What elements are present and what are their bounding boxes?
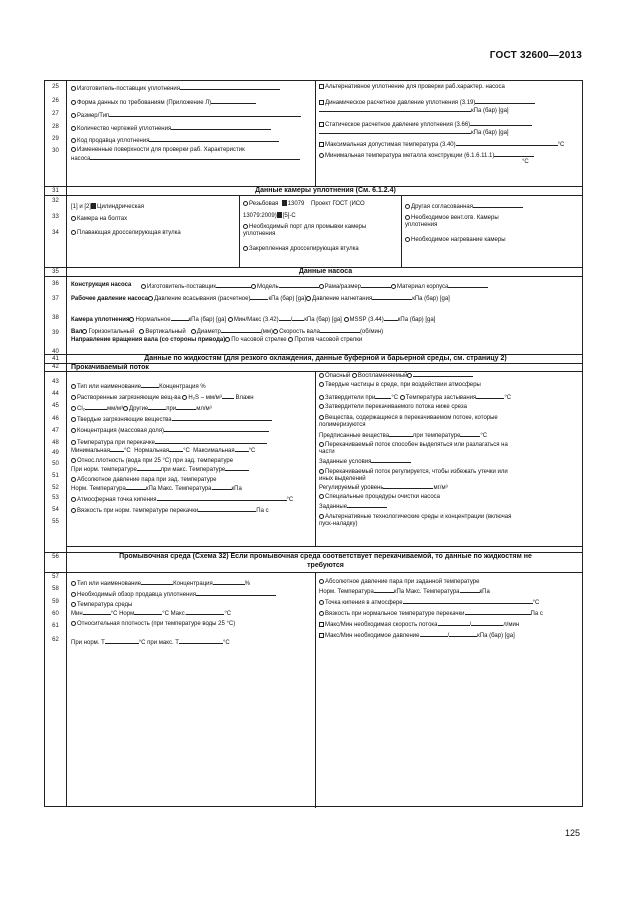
rel-density-temps[interactable]: При норм. температуре при макс. Температуре <box>71 465 249 474</box>
regulated-field[interactable]: Перекачиваемый поток регулируется, чтобы избежать утечки или <box>319 469 508 476</box>
floating-bushing-option[interactable]: Плавающая дросселирующая втулка <box>71 230 181 237</box>
vapor-pressure-field[interactable]: Абсолютное давление пара при зад. температуре <box>71 477 216 484</box>
row-number: 42 <box>52 364 59 370</box>
radio-icon <box>319 494 324 499</box>
atm-boiling-field[interactable]: Атмосферная точка кипения °С <box>71 495 293 504</box>
heating-option[interactable]: Необходимое нагревание камеры <box>405 237 506 244</box>
divider <box>315 81 316 186</box>
radio-icon <box>182 395 187 400</box>
radio-icon <box>71 100 76 105</box>
flush-flow-speed-field[interactable]: Макс/Мин необходимая скорость потока / л/мин <box>319 620 519 629</box>
radio-icon <box>405 215 410 220</box>
vent-option[interactable]: Необходимое вент.отв. Камеры <box>405 215 499 222</box>
shaft-row[interactable]: Вал Горизонтальный Вертикальный Диаметр (мм) Скорость вала (об/мин) <box>71 329 384 335</box>
solid-contaminants-field[interactable]: Твердые загрязняющие вещества <box>71 415 272 424</box>
radio-icon <box>71 395 76 400</box>
row-number: 38 <box>52 315 59 321</box>
divider <box>401 195 402 267</box>
row-number: 51 <box>52 473 59 479</box>
project-ref: 13079:2009) [5]-С <box>243 213 296 219</box>
row-number: 61 <box>52 623 59 629</box>
radio-icon <box>400 395 405 400</box>
checkbox-icon <box>319 622 324 627</box>
min-temp-field[interactable]: Минимальная температура металла конструкции (6.1.6.11.1) <box>319 151 534 160</box>
row-number: 26 <box>52 98 59 104</box>
radio-icon <box>71 113 76 118</box>
checkbox-icon <box>319 633 324 638</box>
flush-rel-density-field[interactable]: Относительная плотность (при температуре воды 25 °С) <box>71 621 235 628</box>
flush-port-option[interactable]: Необходимый порт для промывки камеры <box>243 224 366 231</box>
radio-icon <box>243 201 248 206</box>
flush-supplier-field[interactable]: Необходимый обзор продавца уплотнения <box>71 590 276 599</box>
radio-icon <box>251 284 256 289</box>
row-number: 54 <box>52 507 59 513</box>
divider <box>315 371 316 546</box>
row-number: 33 <box>52 214 59 220</box>
max-temp-field[interactable]: Максимальная допустимая температура (3.40) °С <box>319 140 564 149</box>
rel-density-field[interactable]: Относ.плотность (вода при 25 °С) при зад. температуре <box>71 458 233 465</box>
flush-density-temps[interactable]: При норм. Т °С при макс. Т °С <box>71 640 230 646</box>
checkbox-checked-icon <box>91 203 96 209</box>
regulated-label: иных выделений <box>319 476 366 482</box>
radio-icon <box>71 458 76 463</box>
datasheet-field[interactable]: Форма данных по требованиям (Приложение Л) <box>71 98 256 107</box>
flush-vapor-pressure-field[interactable]: Абсолютное давление пара при заданной температуре <box>319 579 479 586</box>
flush-name-field[interactable]: Тип или наименование Концентрация % <box>71 579 250 588</box>
row-number: 32 <box>52 198 59 204</box>
radio-icon <box>148 296 153 301</box>
polymerizing-label: полимеризуются <box>319 422 366 428</box>
radio-icon <box>344 317 349 322</box>
radio-icon <box>225 337 230 342</box>
radio-icon <box>71 508 76 513</box>
row-number: 30 <box>52 148 59 154</box>
row-number: 41 <box>52 356 59 362</box>
row-number: 47 <box>52 428 59 434</box>
radio-icon <box>139 329 144 334</box>
radio-icon <box>352 373 357 378</box>
row-number: 43 <box>52 379 59 385</box>
radio-icon <box>319 395 324 400</box>
pump-construction-row[interactable]: Конструкция насоса <box>71 282 132 288</box>
checkbox-checked-icon <box>277 212 282 218</box>
decomposes-field[interactable]: Перекачиваемый поток способен выделяться или разлагаться на <box>319 442 508 449</box>
drawings-field[interactable]: Количество чертежей уплотнения <box>71 124 271 133</box>
seal-chamber-row[interactable]: Камера уплотнения Нормальное кПа (бар) [ga] Мин/Макс (3.42) / кПа (бар) [ga] MSSP (3.44) кПа (бар) [ga] <box>71 317 436 323</box>
pump-construction-fields[interactable]: Изготовитель-поставщик Модель Рама/размер Материал корпуса <box>141 282 488 291</box>
regulated-level-field[interactable]: Регулируемый уровень мг/м³ <box>319 485 448 491</box>
flush-pressure-field[interactable]: Макс/Мин необходимое давление / кПа (бар) [ga] <box>319 631 515 640</box>
radio-icon <box>243 246 248 251</box>
viscosity-field[interactable]: Вязкость при норм. температуре перекачки Па с <box>71 506 269 515</box>
vent-label: уплотнения <box>405 222 438 228</box>
hazard-flammable-row[interactable]: Опасный Воспламеняемый <box>319 371 473 380</box>
radio-icon <box>71 497 76 502</box>
radio-icon <box>71 581 76 586</box>
process-flow-title: Прокачиваемый поток <box>71 364 149 371</box>
row-number: 53 <box>52 495 59 501</box>
checkbox-icon <box>319 100 324 105</box>
row-number: 57 <box>52 574 59 580</box>
conditions-field[interactable]: Заданные условия <box>319 457 411 466</box>
radio-icon <box>141 284 146 289</box>
radio-icon <box>405 237 410 242</box>
checkbox-icon <box>319 84 324 89</box>
flush-min-norm-max[interactable]: Мин °С Норм °С Макс. °С <box>71 611 232 617</box>
checkbox-icon <box>319 142 324 147</box>
radio-icon <box>71 440 76 445</box>
static-pressure-unit: кПа (бар) [ga] <box>319 128 509 137</box>
row-number: 25 <box>52 84 59 90</box>
page-number: 125 <box>564 828 580 838</box>
prescribed-substances-row[interactable]: Предписанные вещества при температуре °С <box>319 433 488 439</box>
seal-datasheet-form <box>44 80 583 807</box>
divider <box>67 546 582 547</box>
row-number: 62 <box>52 637 59 643</box>
radio-icon <box>82 329 87 334</box>
polymerizing-field[interactable]: Вещества, содержащиеся в перекачиваемом потоке, которые <box>319 415 498 422</box>
dissolved-field[interactable]: Растворенные загрязняющие вещ-ва H₂S – мм/м³ Влажн <box>71 393 254 402</box>
row-number: 44 <box>52 391 59 397</box>
radio-icon <box>71 406 76 411</box>
solids-atm-field[interactable]: Твердые частицы в среде, при воздействии атмосферы <box>319 382 481 389</box>
threaded-option[interactable]: Резьбовая 13079 Проект ГОСТ (ИСО <box>243 200 365 208</box>
changed-surfaces-field[interactable]: Измененные поверхности для проверки раб. Характеристик <box>71 147 245 154</box>
radio-icon <box>71 230 76 235</box>
min-nom-max-row[interactable]: Минимальная °С Нормальная °С Максимальная °С <box>71 448 256 454</box>
pump-pressure-row[interactable]: Рабочее давление насоса Давление всасывания (расчетное) кПа (бар) [ga] Давление нагнетания кПа (бар) [ga] <box>71 296 450 302</box>
row-number: 46 <box>52 416 59 422</box>
radio-icon <box>71 417 76 422</box>
row-number: 34 <box>52 230 59 236</box>
radio-icon <box>71 138 76 143</box>
alt-tech-label: пуск-наладку) <box>319 521 358 527</box>
radio-icon <box>71 477 76 482</box>
pump-section-title: Данные насоса <box>298 268 353 275</box>
row-number: 27 <box>52 111 59 117</box>
radio-icon <box>71 384 76 389</box>
rotation-row[interactable]: Направление вращения вала (со стороны привода) По часовой стрелке Против часовой стрелки <box>71 337 363 343</box>
radio-icon <box>319 284 324 289</box>
dyn-pressure-unit: кПа (бар) [ga] <box>319 106 509 115</box>
radio-icon <box>71 126 76 131</box>
flush-boiling-field[interactable]: Точка кипения в атмосфере °С <box>319 598 539 607</box>
row-number: 56 <box>52 554 59 560</box>
radio-icon <box>391 284 396 289</box>
radio-icon <box>123 406 128 411</box>
divider <box>239 195 240 267</box>
radio-icon <box>191 329 196 334</box>
radio-icon <box>71 428 76 433</box>
radio-icon <box>71 86 76 91</box>
row-number: 29 <box>52 136 59 142</box>
min-temp-unit: °С <box>522 159 529 165</box>
row-number: 52 <box>52 485 59 491</box>
liquid-section-title: Данные по жидкостям (для резкого охлаждения, данные буферной и барьерной среды, см. страницу 2) <box>144 355 507 362</box>
radio-icon <box>319 373 324 378</box>
radio-icon <box>319 153 324 158</box>
flush-port-label: уплотнения <box>243 231 276 237</box>
mass-concentration-field[interactable]: Концентрация (массовая доля) <box>71 426 269 435</box>
radio-icon <box>243 224 248 229</box>
divider <box>45 195 582 196</box>
checkbox-checked-icon <box>282 200 287 206</box>
row-number: 36 <box>52 281 59 287</box>
divider <box>315 572 316 808</box>
alt-tech-field[interactable]: Альтернативные технологические среды и концентрации (включая <box>319 514 511 521</box>
static-pressure-field[interactable]: Статическое расчетное давление уплотнения (3.66) <box>319 120 532 129</box>
flush-viscosity-field[interactable]: Вязкость при нормальное температуре перекачки Па с <box>319 609 543 618</box>
row-number: 28 <box>52 124 59 130</box>
radio-icon <box>71 621 76 626</box>
radio-icon <box>319 600 324 605</box>
flush-section-title: Промывочная среда (Схема 32) Если промывочная среда соответствует перекачиваемой, то данные по жидкостям не <box>119 553 532 560</box>
row-number: 39 <box>52 330 59 336</box>
radio-icon <box>288 337 293 342</box>
dyn-pressure-field[interactable]: Динамическое расчетное давление уплотнения (3.19) <box>319 98 535 107</box>
liquid-name-field[interactable]: Тип или наименование Концентрация % <box>71 382 206 391</box>
decomposes-label: части <box>319 449 335 455</box>
radio-icon <box>71 147 76 152</box>
radio-icon <box>71 216 76 221</box>
radio-icon <box>129 317 134 322</box>
radio-icon <box>319 442 324 447</box>
row-number: 37 <box>52 296 59 302</box>
radio-icon <box>319 611 324 616</box>
checkbox-icon <box>319 122 324 127</box>
document-header: ГОСТ 32600—2013 <box>489 50 582 61</box>
cl-field[interactable]: Cl₂ мм/м³ Другие при мл/м³ <box>71 404 212 413</box>
radio-icon <box>407 373 412 378</box>
radio-icon <box>306 296 311 301</box>
other-agreed-option[interactable]: Другая согласованная <box>405 202 523 211</box>
row-number: 48 <box>52 440 59 446</box>
manufacturer-field[interactable]: Изготовитель-поставщик уплотнения <box>71 84 280 93</box>
row-number: 55 <box>52 519 59 525</box>
pump-temp-field[interactable]: Температура при перекачке <box>71 438 267 447</box>
row-number: 59 <box>52 599 59 605</box>
flush-section-title-cont: требуются <box>307 562 344 569</box>
given-field[interactable]: Заданные <box>319 502 387 511</box>
radio-icon <box>319 404 324 409</box>
row-number: 45 <box>52 403 59 409</box>
flush-temp-field[interactable]: Температура среды <box>71 602 132 609</box>
solidify-below-field[interactable]: Затвердители перекачиваемого потока ниже среза <box>319 404 467 411</box>
radio-icon <box>71 602 76 607</box>
row-number: 50 <box>52 461 59 467</box>
row-number: 40 <box>52 349 59 355</box>
radio-icon <box>319 415 324 420</box>
bolted-option[interactable]: Камера на болтах <box>71 216 127 223</box>
row-number: 49 <box>52 450 59 456</box>
sale-code-field[interactable]: Код продавца уплотнения <box>71 136 279 145</box>
radio-icon <box>319 514 324 519</box>
changed-surfaces-label: насоса <box>71 154 300 163</box>
vapor-pressure-temps[interactable]: Норм. Температура кПа Макс. Температура кПа <box>71 486 242 492</box>
size-type-field[interactable]: Размер/Тип <box>71 111 301 120</box>
chamber-section-title: Данные камеры уплотнения (См. 6.1.2.4) <box>255 187 396 194</box>
divider <box>45 572 582 573</box>
flush-vapor-temps[interactable]: Норм. Температура кПа Макс. Температура кПа <box>319 589 490 595</box>
radio-icon <box>319 469 324 474</box>
radio-icon <box>319 579 324 584</box>
cleaning-field[interactable]: Специальные процедуры очистки насоса <box>319 494 440 501</box>
radio-icon <box>228 317 233 322</box>
divider <box>45 276 582 277</box>
cylindrical-option[interactable]: [1] и [2] Цилиндрическая <box>71 204 144 210</box>
row-number: 31 <box>52 188 59 194</box>
row-number-column <box>45 81 67 806</box>
radio-icon <box>319 382 324 387</box>
row-number: 35 <box>52 269 59 275</box>
fixed-bushing-option[interactable]: Закрепленная дросселирующая втулка <box>243 246 359 253</box>
radio-icon <box>405 204 410 209</box>
radio-icon <box>273 329 278 334</box>
row-number: 58 <box>52 586 59 592</box>
solidify-row[interactable]: Затвердители при °С Температура застывания °С <box>319 393 511 402</box>
radio-icon <box>71 592 76 597</box>
row-number: 60 <box>52 611 59 617</box>
alt-seal-field[interactable]: Альтернативное уплотнение для проверки раб.характер. насоса <box>319 84 505 91</box>
